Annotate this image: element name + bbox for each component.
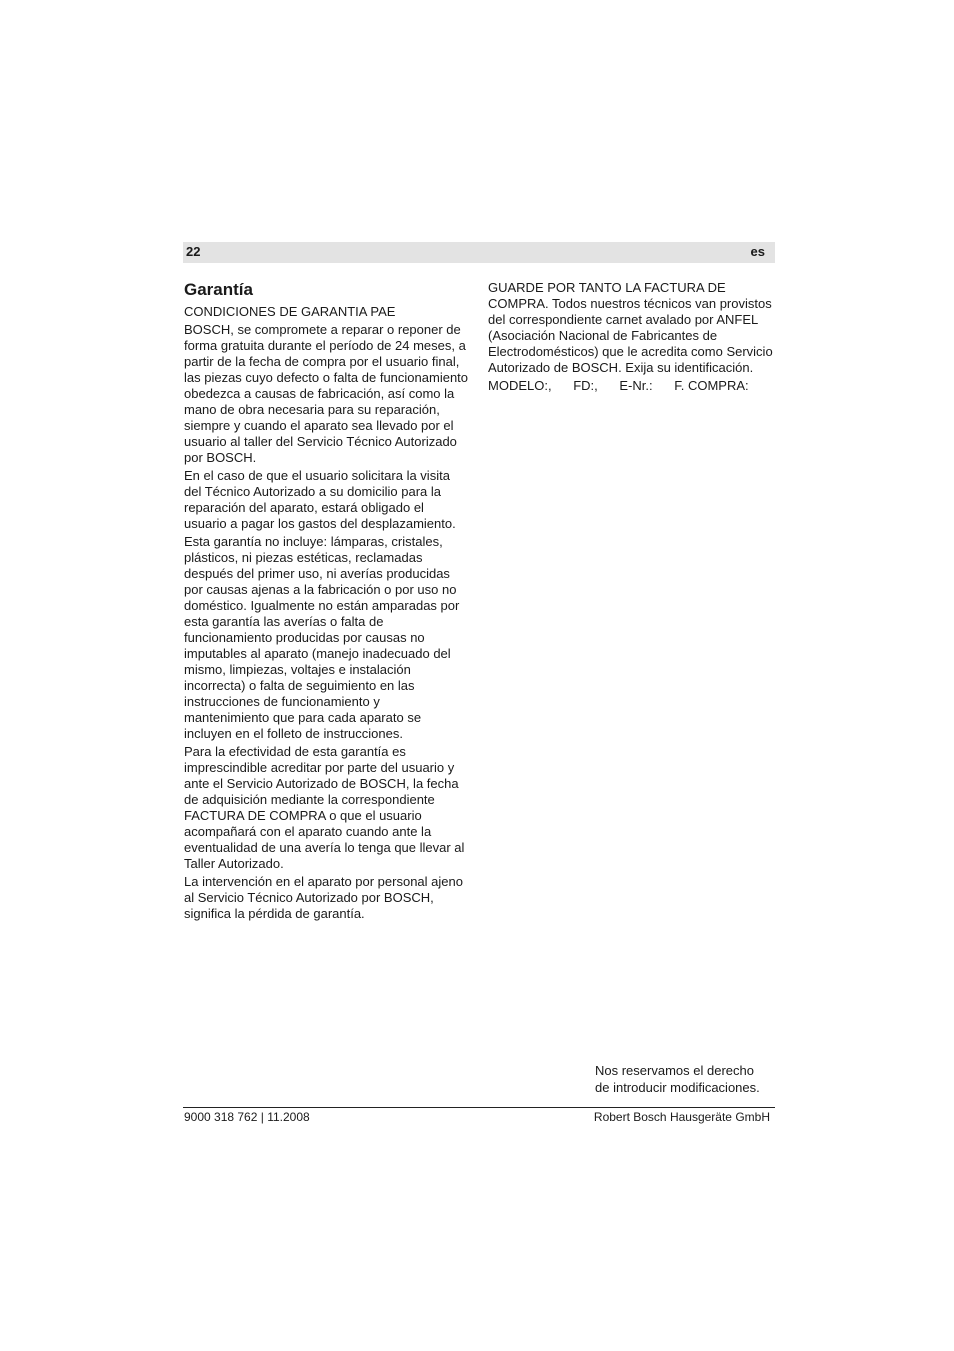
warranty-paragraph-5: La intervención en el aparato por personal ajeno al Servicio Técnico Autorizado por BOSCH, significa la pérdida de garantía. bbox=[184, 874, 463, 921]
warranty-paragraph-3: Esta garantía no incluye: lámparas, cristales, plásticos, ni piezas estéticas, reclamadas después del primer uso, ni averías producidas por causas ajenas a la fabricación o por uso no doméstico. Igualmente no están amparadas por esta garantía las averías o falta de funcionamiento producidas por causas no imputables al aparato (manejo inadecuado del mismo, limpiezas, voltajes e instalación incorrecta) o falta de seguimiento en las instrucciones de funcionamiento y mantenimiento que para cada aparato se incluyen en el folleto de instrucciones. bbox=[184, 534, 460, 741]
notice-line-2: de introducir modificaciones. bbox=[595, 1080, 760, 1095]
notice-line-1: Nos reservamos el derecho bbox=[595, 1063, 754, 1078]
right-column bbox=[488, 280, 774, 394]
field-purchase-date: F. COMPRA: bbox=[674, 378, 749, 393]
page-number: 22 bbox=[186, 244, 201, 259]
field-model: MODELO:, bbox=[488, 378, 552, 393]
warranty-conditions-heading: CONDICIONES DE GARANTIA PAE bbox=[184, 304, 396, 319]
field-e-nr: E-Nr.: bbox=[619, 378, 653, 393]
field-fd: FD:, bbox=[573, 378, 598, 393]
page-header-bar bbox=[183, 242, 775, 263]
modification-notice bbox=[595, 1062, 775, 1096]
product-fields bbox=[488, 378, 774, 394]
company-name: Robert Bosch Hausgeräte GmbH bbox=[593, 1110, 770, 1124]
left-column bbox=[184, 279, 468, 924]
warranty-paragraph-2: En el caso de que el usuario solicitara la visita del Técnico Autorizado a su domicilio para la reparación del aparato, estará obligado el usuario a pagar los gastos del desplazamiento. bbox=[184, 468, 456, 531]
warranty-paragraph-4: Para la efectividad de esta garantía es imprescindible acreditar por parte del usuario y ante el Servicio Autorizado de BOSCH, la fecha de adquisición mediante la correspondiente FACTURA DE COMPRA o que el usuario acompañará con el aparato cuando ante la eventualidad de una avería lo tenga que llevar al Taller Autorizado. bbox=[184, 744, 465, 871]
document-id: 9000 318 762 | 11.2008 bbox=[184, 1110, 310, 1124]
language-code: es bbox=[750, 244, 765, 259]
invoice-paragraph: GUARDE POR TANTO LA FACTURA DE COMPRA. Todos nuestros técnicos van provistos del correspondiente carnet avalado por ANFEL (Asociación Nacional de Fabricantes de Electrodomésticos) que le acredita como Servicio Autorizado de BOSCH. Exija su identificación. bbox=[488, 280, 773, 375]
footer-divider bbox=[183, 1107, 775, 1108]
page-title: Garantía bbox=[184, 280, 253, 299]
warranty-paragraph-1: BOSCH, se compromete a reparar o reponer de forma gratuita durante el período de 24 meses, a partir de la fecha de compra por el usuario final, las piezas cuyo defecto o falta de funcionamiento obedezca a causas de fabricación, así como la mano de obra necesaria para su reparación, siempre y cuando el aparato sea llevado por el usuario al taller del Servicio Técnico Autorizado por BOSCH. bbox=[184, 322, 469, 465]
